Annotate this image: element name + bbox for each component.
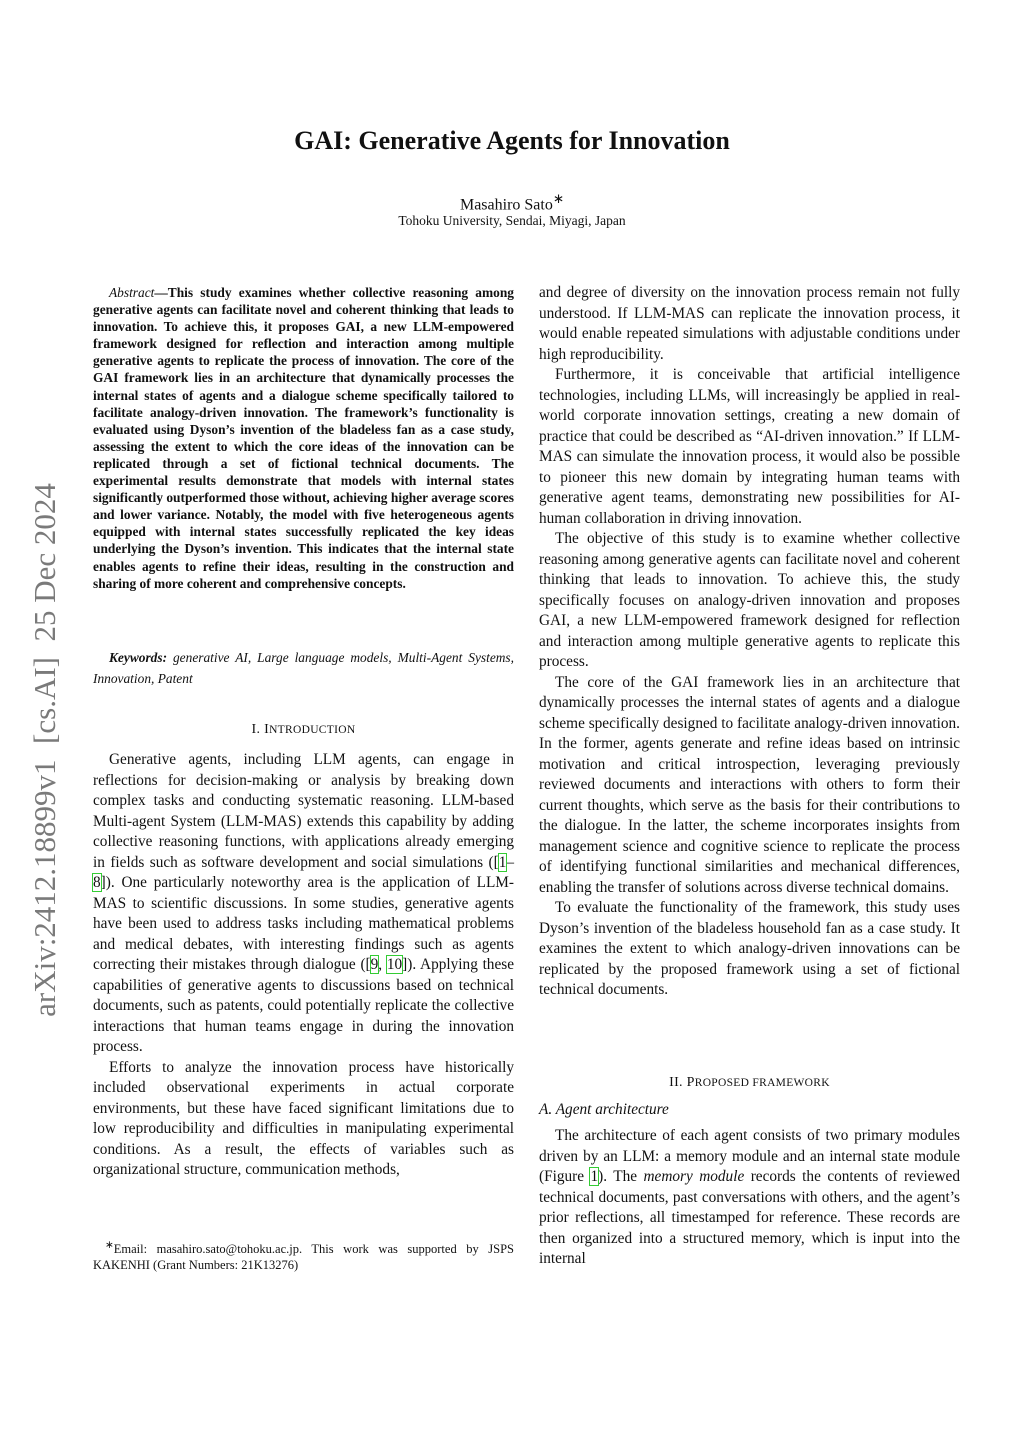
figure-link[interactable]: [590, 1168, 598, 1185]
paragraph: Furthermore, it is conceivable that artificial intelligence technologies, including LLMs, will increasingly be applied in real-world corporate innovation settings, creating a new domain of practice that could be described as “AI-driven innovation.” If LLM-MAS can simulate the innovation process, it would also be possible to pioneer this new domain by integrating human teams with generative agent teams, demonstrating new possibilities for AI-human collaboration in driving innovation.: [539, 366, 960, 527]
text: records the contents of reviewed technical documents, past conversations with others, and the agent’s prior reflections, all timestamped for reference. These records are then organized into a structured memory, which is input into the internal: [539, 1168, 960, 1267]
arxiv-stamp: arXiv:2412.18899v1 [cs.AI] 25 Dec 2024: [27, 483, 62, 1017]
citation-link[interactable]: [93, 874, 101, 891]
section-heading-proposed-framework: [539, 1075, 960, 1091]
footnote: [93, 1238, 514, 1273]
paragraph: and degree of diversity on the innovation process remain not fully understood. If LLM-MAS can replicate the innovation process, it would enable repeated simulations with adjustable conditions under high reproducibility.: [539, 284, 960, 363]
text: ]). Applying these capabilities of generative agents to discussions based on technical documents, such as patents, could potentially replicate the collective interactions that human teams engage in during the innovation process.: [93, 956, 514, 1055]
introduction-body: [93, 750, 514, 1181]
paragraph: [539, 1126, 960, 1270]
paragraph: To evaluate the functionality of the framework, this study uses Dyson’s invention of the bladeless household fan as a case study. It examines the extent to which analogy-driven innovations can be replicated by the proposed framework using a set of fictional technical documents.: [539, 899, 960, 998]
text: ]). One particularly noteworthy area is the application of LLM-MAS to scientific discussions. In some studies, generative agents have been used to address tasks including mathematical problems and medical debates, with interesting findings such as agents correcting their mistakes through dialogue ([: [93, 874, 514, 973]
citation-link[interactable]: [387, 956, 402, 973]
text: ). The: [598, 1168, 644, 1185]
paragraph: The objective of this study is to examine whether collective reasoning among generative agents can facilitate novel and coherent thinking that leads to innovation. To achieve this, the study specifically focuses on analogy-driven innovation and proposes GAI, a new LLM-empowered framework designed for reflection and interaction among multiple generative agents to replicate this process.: [539, 530, 960, 670]
abstract-label: Abstract: [109, 285, 155, 300]
section-title: NTRODUCTION: [269, 724, 356, 736]
right-column-body: [539, 283, 960, 1001]
paragraph: Efforts to analyze the innovation process have historically included observational experiments in actual corporate environments, but these have faced significant limitations due to low reproducibility and difficulties in manipulating experimental conditions. As a result, the effects of variables such as organizational structure, communication methods,: [93, 1058, 514, 1178]
keywords: [93, 648, 514, 689]
footnote-text: Email: masahiro.sato@tohoku.ac.jp. This work was supported by JSPS KAKENHI (Grant Numbers: 21K13276): [93, 1242, 514, 1273]
subsection-heading: A. Agent architecture: [539, 1101, 669, 1118]
abstract-text: This study examines whether collective reasoning among generative agents can facilitate novel and coherent thinking that leads to innovation. To achieve this, it proposes GAI, a new LLM-empowered framework designed for reflection and interaction among multiple generative agents to replicate the process of innovation. The core of the GAI framework lies in an architecture that dynamically processes the internal states of agents and a dialogue scheme specifically tailored to facilitate analogy-driven innovation. The framework’s functionality is evaluated using Dyson’s invention of the bladeless fan as a case study, assessing the extent to which the core ideas of the innovation can be replicated through a set of fictional technical documents. The experimental results demonstrate that models with internal states significantly outperformed those without, achieving higher average scores and lower variance. Notably, the model with five heterogeneous agents equipped with internal states successfully replicated the key ideas underlying the Dyson’s invention. This indicates that the internal state enables agents to refine their ideas, resulting in the construction and sharing of more coherent and comprehensive concepts.: [93, 285, 514, 591]
paragraph: The core of the GAI framework lies in an architecture that dynamically processes the internal states of agents and a dialogue scheme specifically designed to facilitate analogy-driven innovation. In the former, agents generate and refine ideas based on intrinsic motivation and critical introspection, leveraging previously reviewed documents and interactions with others to form their current thoughts, which serve as the basis for their contributions to the dialogue. In the latter, the scheme incorporates insights from management science and cognitive science to replicate the process of identifying functional similarities and mechanical differences, enabling the transfer of solutions across diverse technical domains.: [539, 673, 960, 896]
text: Generative agents, including LLM agents, can engage in reflections for decision-making or analysis by breaking down complex tasks and conducting systematic reasoning. LLM-based Multi-agent System (LLM-MAS) extends this capability by adding collective reasoning functions, with applications already emerging in fields such as software development and social simulations ([: [93, 751, 514, 871]
keywords-text: generative AI, Large language models, Multi-Agent Systems, Innovation, Patent: [93, 650, 514, 686]
abstract-dash: —: [154, 285, 168, 300]
cite-num: 1: [498, 853, 507, 871]
author-name: Masahiro Sato: [459, 196, 553, 214]
cite-num: 8: [93, 874, 101, 891]
cite-dash: –: [506, 853, 514, 871]
section-heading-introduction: [93, 722, 514, 738]
abstract: [93, 284, 514, 592]
figure-num: 1: [590, 1168, 599, 1185]
section-number: I. I: [251, 722, 270, 737]
cite-sep: ,: [378, 956, 387, 973]
emphasis: memory module: [643, 1168, 745, 1185]
author: [0, 191, 1024, 214]
keywords-label: Keywords:: [109, 650, 168, 665]
paragraph: [93, 750, 514, 1058]
affiliation: Tohoku University, Sendai, Miyagi, Japan: [398, 213, 626, 228]
footnote-mark: ∗: [105, 1240, 114, 1251]
cite-num: 10: [386, 956, 403, 973]
author-footnote-mark: ∗: [552, 191, 565, 206]
section-title: ROPOSED FRAMEWORK: [694, 1077, 830, 1089]
text: The architecture of each agent consists of two primary modules driven by an LLM: a memory module and an internal state module (Figure: [539, 1127, 960, 1185]
agent-architecture-body: [539, 1126, 960, 1270]
section-number: II. P: [669, 1075, 695, 1090]
cite-num: 9: [370, 956, 379, 973]
paper-title: GAI: Generative Agents for Innovation: [294, 126, 730, 155]
